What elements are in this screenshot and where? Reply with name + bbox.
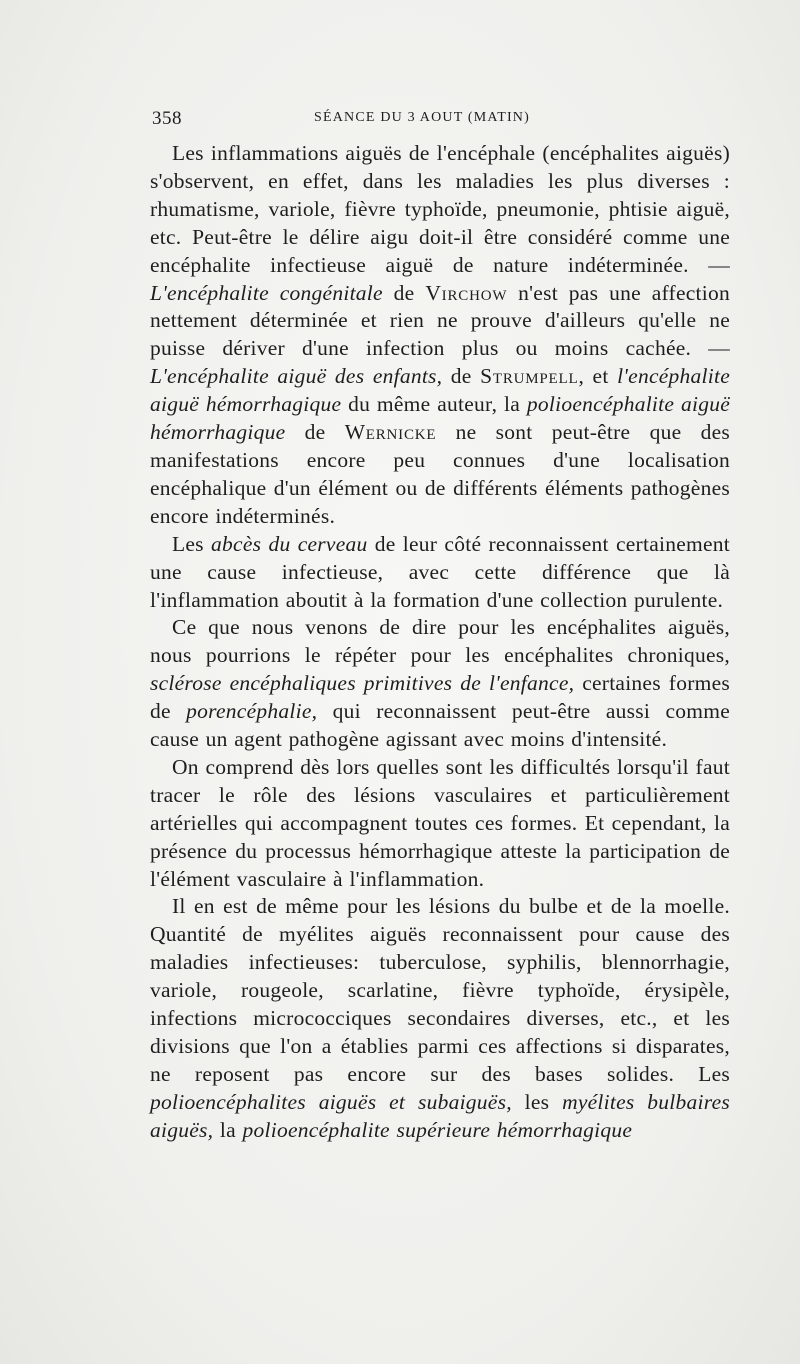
italic-term: polioencéphalite supérieure hémorrhagique bbox=[242, 1117, 633, 1142]
italic-term: abcès du cerveau bbox=[211, 531, 368, 556]
text-run: Il en est de même pour les lésions du bulbe et de la moelle. Quantité de myélites aiguës reconnaissent pour cause des maladies infectieuses: tuberculose, syphilis, blennorrhagie, variole, rougeole, scarlatine, fièvre typhoïde, érysipèle, infections micrococciques secondaires diverses, etc., et les divisions que l'on a établies parmi ces affections si disparates, ne reposent pas encore sur des bases solides. Les bbox=[150, 894, 730, 1086]
running-head bbox=[152, 108, 722, 138]
text-run: Les bbox=[172, 531, 212, 556]
paragraph bbox=[150, 531, 730, 615]
author-name: Wernicke bbox=[344, 420, 437, 445]
page-number: 358 bbox=[152, 108, 182, 129]
text-run: Ce que nous venons de dire pour les encéphalites aiguës, nous pourrions le répéter pour les encéphalites chroniques, bbox=[150, 615, 730, 668]
italic-term: L'encéphalite congénitale bbox=[150, 280, 383, 305]
text-run: de bbox=[285, 420, 345, 445]
italic-term: l'encéphalite aiguë hémorrhagique bbox=[150, 364, 730, 417]
italic-term: myélites bulbaires aiguës, bbox=[150, 1089, 730, 1142]
italic-term: polioencéphalite aiguë hémorrhagique bbox=[150, 392, 730, 445]
text-run: la bbox=[213, 1117, 243, 1142]
text-run: , et bbox=[578, 364, 618, 389]
text-run: On comprend dès lors quelles sont les difficultés lorsqu'il faut tracer le rôle des lésions vasculaires et particulièrement artérielles qui accompagnent toutes ces formes. Et cependant, la présence du processus hémorrhagique atteste la participation de l'élément vasculaire à l'inflammation. bbox=[150, 754, 730, 891]
text-run: de bbox=[442, 364, 481, 389]
text-run: de leur côté reconnaissent certainement une cause infectieuse, avec cette différence que là l'inflammation aboutit à la formation d'une collection purulente. bbox=[150, 531, 730, 612]
author-name: Strumpell bbox=[480, 364, 579, 389]
running-head-title: SÉANCE DU 3 AOUT (MATIN) bbox=[314, 110, 530, 125]
paragraph bbox=[150, 893, 730, 1144]
body-text bbox=[150, 140, 730, 1145]
italic-term: L'encéphalite aiguë des enfants, bbox=[150, 364, 443, 389]
italic-term: porencéphalie, bbox=[186, 699, 318, 724]
paragraph bbox=[150, 614, 730, 754]
text-run: ne sont peut-être que des manifestations encore peu connues d'une localisation encéphalique d'un élément ou de différents éléments pathogènes encore indéterminés. bbox=[150, 420, 730, 528]
text-run: qui reconnaissent peut-être aussi comme cause un agent pathogène agissant avec moins d'intensité. bbox=[150, 699, 730, 752]
italic-term: sclérose encéphaliques primitives de l'enfance, bbox=[150, 671, 575, 696]
text-run: n'est pas une affection nettement déterminée et rien ne prouve d'ailleurs qu'elle ne puisse dériver d'une infection plus ou moins cachée. — bbox=[150, 280, 730, 361]
text-run: Les inflammations aiguës de l'encéphale (encéphalites aiguës) s'observent, en effet, dans les maladies les plus diverses : rhumatisme, variole, fièvre typhoïde, pneumonie, phtisie aiguë, etc. Peut-être le délire aigu doit-il être considéré comme une encéphalite infectieuse aiguë de nature indéterminée. — bbox=[150, 141, 730, 277]
paragraph bbox=[150, 754, 730, 894]
paragraph bbox=[150, 140, 730, 531]
text-run: certaines formes de bbox=[150, 671, 730, 724]
text-run: du même auteur, la bbox=[341, 392, 527, 417]
italic-term: polioencéphalites aiguës et subaiguës, bbox=[150, 1089, 512, 1114]
text-run: de bbox=[382, 280, 426, 305]
text-run: les bbox=[511, 1089, 563, 1114]
author-name: Virchow bbox=[425, 280, 508, 305]
